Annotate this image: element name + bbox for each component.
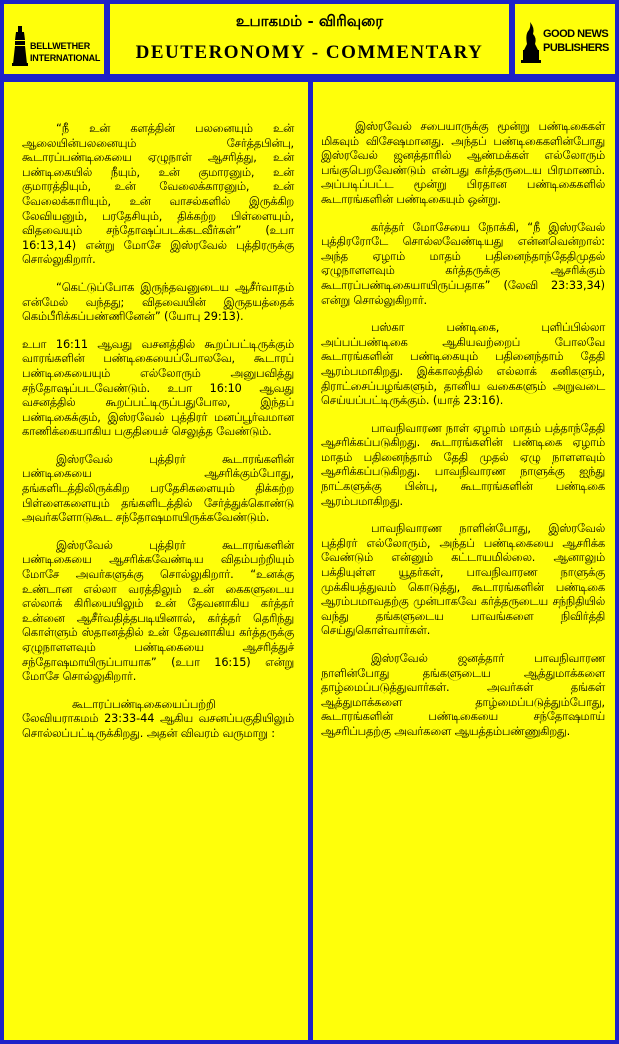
logo-right-line1: GOOD NEWS — [543, 28, 609, 40]
page-header — [110, 4, 509, 74]
left-column — [4, 82, 308, 1040]
title-tamil: உபாகமம் - விரிவுரை — [235, 12, 384, 30]
paragraph: பாவநிவாரண நாள் ஏழாம் மாதம் பத்தாந்தேதி ஆசரிக்கப்படுகிறது. கூடாரங்களின் பண்டிகை ஏழாம் மாதம் பதினைந்தாம் தேதி முதல் ஏழு நாளளவும் ஆசரிக்கப்படுகிறது. பாவநிவாரண நாளுக்கு ஐந்து நாட்களுக்கு பின்பு, கூடாரங்களின் பண்டிகை ஆரம்பமாகிறது. — [321, 421, 605, 508]
logo-right-line2: PUBLISHERS — [543, 42, 609, 54]
logo-left-line2: INTERNATIONAL — [30, 53, 101, 63]
title-english: DEUTERONOMY - COMMENTARY — [135, 42, 484, 63]
logo-good-news — [515, 4, 615, 74]
tower-icon — [12, 26, 28, 66]
book-icon — [521, 20, 541, 64]
paragraph: இஸ்ரவேல் புத்திரர் கூடாரங்களின் பண்டிகையை ஆசரிக்கவேண்டிய விதம்பற்றியும் மோசே அவர்களுக்கு சொல்லுகிறார். “உனக்கு உண்டான எல்லா வரத்திலும் உன் கைகளுடைய எல்லாக் கிரியையிலும் உன் தேவனாகிய கர்த்தர் உன்னை ஆசீர்வதித்தபடியினால், கர்த்தர் தெரிந்து கொள்ளும் ஸ்தானத்தில் உன் தேவனாகிய கர்த்தருக்கு ஏழுநாளளவும் பண்டிகையை ஆசரித்துச் சந்தோஷமாயிருப்பாயாக” (உபா 16:15) என்று மோசே சொல்லுகிறார். — [22, 538, 294, 684]
paragraph: இஸ்ரவேல் ஜனத்தார் பாவநிவாரண நாளின்போது தங்களுடைய ஆத்துமாக்களை தாழ்மைப்படுத்துவார்கள். அவர்கள் தங்கள் ஆத்துமாக்களை தாழ்மைப்படுத்தும்போது, கூடாரங்களின் பண்டிகையை சந்தோஷமாய் ஆசரிப்பதற்கு அவர்களை ஆயத்தம்பண்ணுகிறது. — [321, 652, 605, 738]
paragraph: இஸ்ரவேல் புத்திரர் கூடாரங்களின் பண்டிகையை ஆசரிக்கும்போது, தங்களிடத்திலிருக்கிற பரதேசிகளையும் திக்கற்ற பிள்ளைகளையும் தங்களிடத்தில் சேர்த்துக்கொண்டு அவர்களோடுகூட சந்தோஷமாயிருக்கவேண்டும். — [22, 452, 294, 525]
paragraph: பஸ்கா பண்டிகை, புளிப்பில்லா அப்பப்பண்டிகை ஆகியவற்றைப் போலவே கூடாரங்களின் பண்டிகையும் பதினைந்தாம் தேதி ஆரம்பமாகிறது. இக்காலத்தில் எல்லாக் கனிகளும், திராட்சைப்பழங்களும், தானிய வகைகளும் அறுவடை செய்யப்பட்டிருக்கும். (யாத் 23:16). — [321, 321, 605, 408]
paragraph: “நீ உன் களத்தின் பலனையும் உன் ஆலையின்பலனையும் சேர்த்தபின்பு, கூடாரப்பண்டிகையை ஏழுநாள் ஆசரித்து, உன் பண்டிகையில் நீயும், உன் குமாரனும், உன் குமாரத்தியும், உன் வேலைக்காரனும், உன் வேலைக்காரியும், உன் வாசல்களில் இருக்கிற லேவியனும், பரதேசியும், திக்கற்ற பிள்ளையும், விதவையும் சந்தோஷப்படக்கடவீர்கள்” (உபா 16:13,14) என்று மோசே இஸ்ரவேல் புத்திரருக்கு சொல்லுகிறார். — [22, 122, 294, 267]
right-column — [313, 82, 615, 1040]
paragraph: பாவநிவாரண நாளின்போது, இஸ்ரவேல் புத்திரர் எல்லோரும், அந்தப் பண்டிகையை ஆசரிக்க வேண்டும் என்னும் கட்டாயமில்லை. ஆனாலும் பக்தியுள்ள யூதர்கள், பாவநிவாரண நாளுக்கு முக்கியத்துவம் கொடுத்து, கூடாரங்களின் பண்டிகை ஆரம்பமாவதற்கு முன்பாகவே கர்த்தருடைய சந்நிதியில் வந்து தங்களுடைய பாவங்களை நிவிர்த்தி செய்துகொள்வார்கள். — [321, 522, 605, 638]
paragraph: இஸ்ரவேல் சபையாருக்கு மூன்று பண்டிகைகள் மிகவும் விசேஷமானது. அந்தப் பண்டிகைகளின்போது இஸ்ரவேல் ஜனத்தாரில் ஆண்மக்கள் எல்லோரும் பங்குபெறவேண்டும் என்பது கர்த்தருடைய பிரமாணம். அப்படிப்பட்ட மூன்று பிரதான பண்டிகைகளில் கூடாரங்களின் பண்டிகையும் ஒன்று. — [321, 120, 605, 206]
paragraph: கூடாரப்பண்டிகையைப்பற்றி லேவியராகமம் 23:33-44 ஆகிய வசனப்பகுதியிலும் சொல்லப்பட்டிருக்கிறது. அதன் விவரம் வருமாறு : — [22, 697, 294, 740]
logo-left-line1: BELLWETHER — [30, 41, 90, 51]
logo-bellwether — [4, 4, 104, 74]
paragraph: கர்த்தர் மோசேயை நோக்கி, “நீ இஸ்ரவேல் புத்திரரோடே சொல்லவேண்டியது என்னவென்றால்: அந்த ஏழாம் மாதம் பதினைந்தாந்தேதிமுதல் ஏழுநாளளவும் கர்த்தருக்கு ஆசரிக்கும் கூடாரப்பண்டிகையாயிருப்பதாக” (லேவி 23:33,34) என்று சொல்லுகிறார். — [321, 220, 605, 307]
paragraph: “கெட்டுப்போக இருந்தவனுடைய ஆசீர்வாதம் என்மேல் வந்தது; விதவையின் இருதயத்தைக் கெம்பீரிக்கப்பண்ணினேன்” (யோபு 29:13). — [22, 280, 294, 324]
paragraph: உபா 16:11 ஆவது வசனத்தில் கூறப்பட்டிருக்கும் வாரங்களின் பண்டிகையைப்போலவே, கூடாரப் பண்டிகையையும் எல்லோரும் அனுபவித்து சந்தோஷப்படவேண்டும். உபா 16:10 ஆவது வசனத்தில் கூறப்பட்டிருப்பதுபோல, இந்தப் பண்டிகைக்கும், இஸ்ரவேல் புத்திரர் மனப்பூர்வமான காணிக்கையாகிய பகுதியைச் செலுத்த வேண்டும். — [22, 337, 294, 439]
